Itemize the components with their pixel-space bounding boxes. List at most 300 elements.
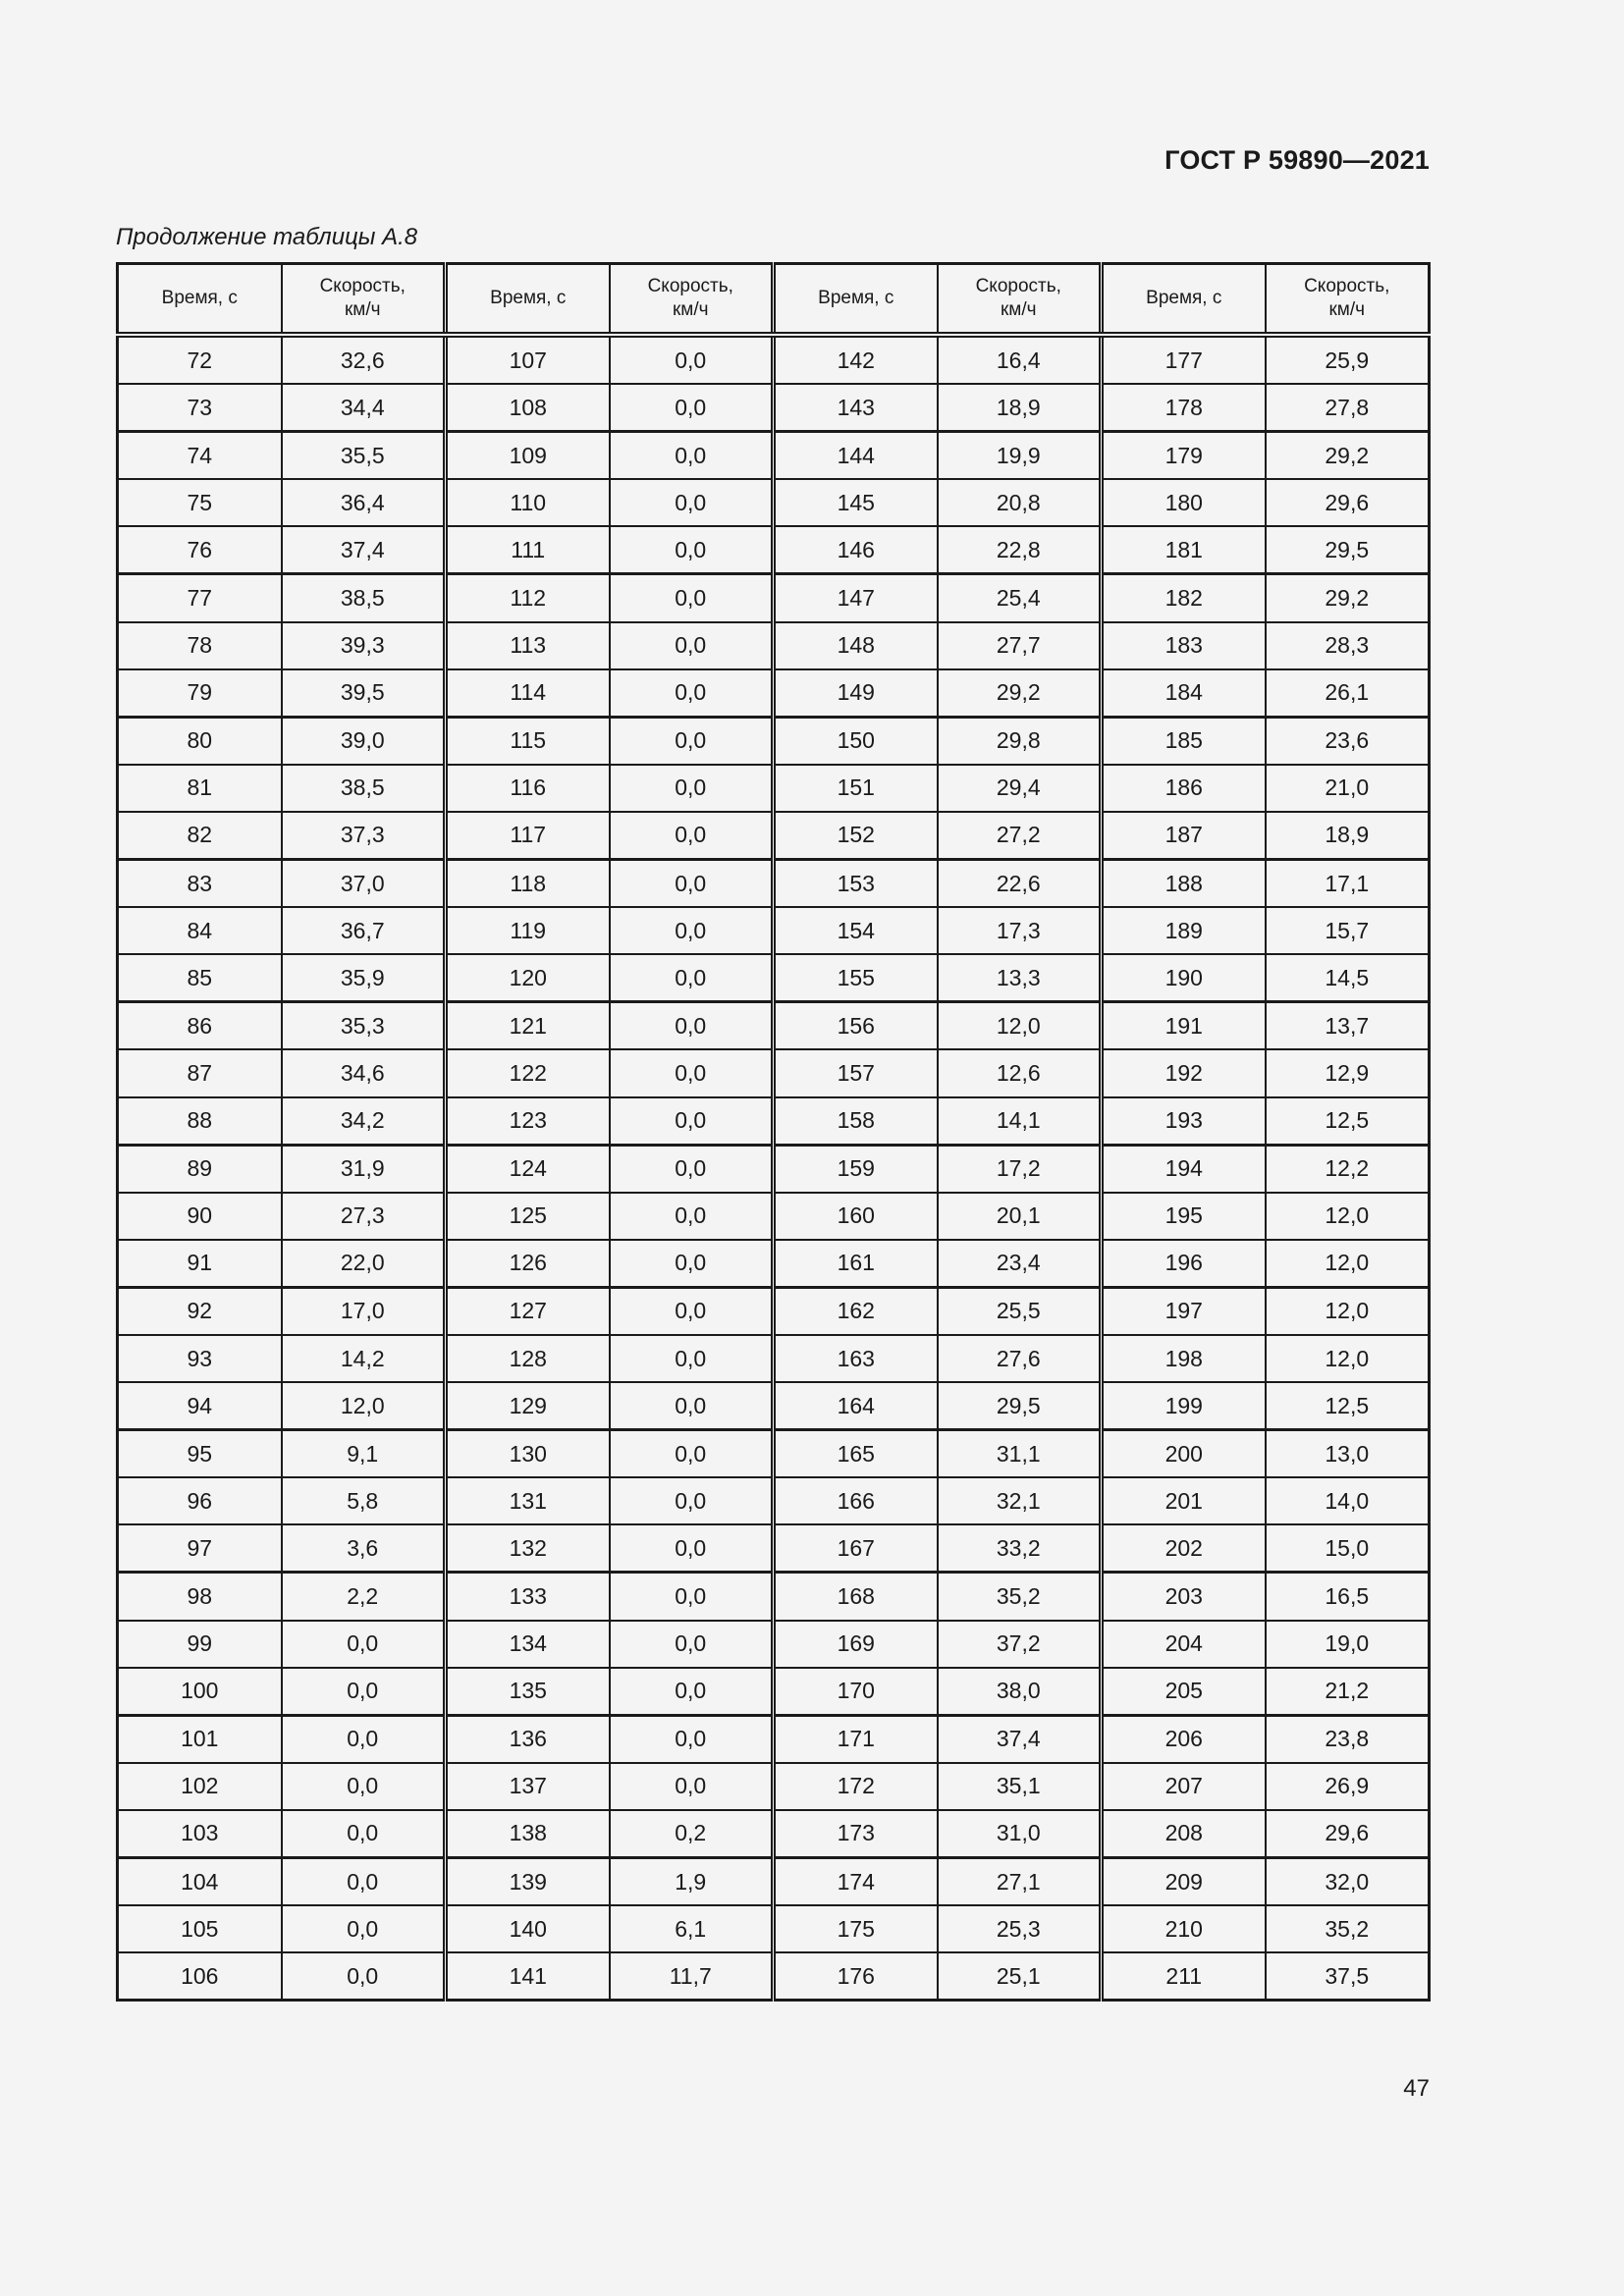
time-cell: 196 <box>1102 1240 1266 1288</box>
table-row <box>118 622 1430 669</box>
speed-cell: 19,9 <box>938 432 1102 480</box>
speed-cell: 0,0 <box>610 1382 774 1430</box>
time-cell: 184 <box>1102 669 1266 718</box>
speed-cell: 34,6 <box>282 1049 446 1096</box>
table-row <box>118 1810 1430 1858</box>
speed-cell: 12,0 <box>282 1382 446 1430</box>
time-cell: 166 <box>774 1477 938 1524</box>
speed-cell: 27,2 <box>938 812 1102 860</box>
speed-cell: 25,4 <box>938 574 1102 622</box>
time-cell: 173 <box>774 1810 938 1858</box>
standard-code-header: ГОСТ Р 59890—2021 <box>1164 145 1430 175</box>
time-cell: 78 <box>118 622 282 669</box>
speed-cell: 37,4 <box>282 526 446 574</box>
speed-cell: 12,2 <box>1266 1145 1430 1193</box>
speed-cell: 0,0 <box>610 1763 774 1810</box>
speed-cell: 26,9 <box>1266 1763 1430 1810</box>
speed-cell: 0,0 <box>610 1002 774 1050</box>
speed-cell: 0,0 <box>610 622 774 669</box>
speed-cell: 0,0 <box>610 1240 774 1288</box>
time-cell: 108 <box>446 384 610 432</box>
speed-cell: 35,1 <box>938 1763 1102 1810</box>
speed-cell: 35,2 <box>938 1573 1102 1621</box>
speed-cell: 0,0 <box>610 1430 774 1478</box>
time-cell: 74 <box>118 432 282 480</box>
column-header-time: Время, с <box>118 264 282 336</box>
time-cell: 156 <box>774 1002 938 1050</box>
speed-cell: 29,2 <box>1266 432 1430 480</box>
table-row <box>118 1952 1430 2001</box>
speed-cell: 0,0 <box>610 1715 774 1763</box>
table-row <box>118 432 1430 480</box>
speed-cell: 25,1 <box>938 1952 1102 2001</box>
speed-cell: 0,0 <box>610 335 774 384</box>
speed-cell: 34,4 <box>282 384 446 432</box>
speed-cell: 13,7 <box>1266 1002 1430 1050</box>
speed-cell: 0,0 <box>282 1905 446 1952</box>
time-cell: 116 <box>446 765 610 812</box>
speed-cell: 25,9 <box>1266 335 1430 384</box>
speed-cell: 31,1 <box>938 1430 1102 1478</box>
speed-cell: 13,3 <box>938 954 1102 1002</box>
speed-cell: 12,0 <box>1266 1193 1430 1240</box>
time-cell: 203 <box>1102 1573 1266 1621</box>
time-cell: 174 <box>774 1858 938 1906</box>
speed-cell: 38,5 <box>282 574 446 622</box>
speed-cell: 25,5 <box>938 1287 1102 1335</box>
time-cell: 141 <box>446 1952 610 2001</box>
table-row <box>118 384 1430 432</box>
time-cell: 183 <box>1102 622 1266 669</box>
speed-cell: 20,8 <box>938 479 1102 526</box>
time-cell: 170 <box>774 1668 938 1716</box>
time-cell: 161 <box>774 1240 938 1288</box>
time-cell: 120 <box>446 954 610 1002</box>
table-row <box>118 526 1430 574</box>
time-cell: 115 <box>446 717 610 765</box>
speed-cell: 0,0 <box>610 574 774 622</box>
time-cell: 204 <box>1102 1621 1266 1668</box>
time-cell: 97 <box>118 1524 282 1573</box>
time-cell: 107 <box>446 335 610 384</box>
time-cell: 103 <box>118 1810 282 1858</box>
speed-cell: 38,5 <box>282 765 446 812</box>
table-row <box>118 717 1430 765</box>
speed-cell: 0,0 <box>282 1621 446 1668</box>
speed-cell: 23,4 <box>938 1240 1102 1288</box>
page-number: 47 <box>1403 2075 1430 2102</box>
speed-cell: 14,2 <box>282 1335 446 1382</box>
speed-cell: 39,5 <box>282 669 446 718</box>
table-row <box>118 1763 1430 1810</box>
time-cell: 88 <box>118 1097 282 1146</box>
speed-cell: 3,6 <box>282 1524 446 1573</box>
speed-cell: 17,0 <box>282 1287 446 1335</box>
speed-cell: 0,0 <box>610 1573 774 1621</box>
time-cell: 111 <box>446 526 610 574</box>
speed-cell: 0,0 <box>610 860 774 908</box>
table-row <box>118 1858 1430 1906</box>
speed-header-unit: км/ч <box>1328 299 1366 320</box>
time-cell: 187 <box>1102 812 1266 860</box>
speed-cell: 37,3 <box>282 812 446 860</box>
time-cell: 90 <box>118 1193 282 1240</box>
time-cell: 145 <box>774 479 938 526</box>
time-cell: 75 <box>118 479 282 526</box>
speed-cell: 0,0 <box>610 526 774 574</box>
time-cell: 117 <box>446 812 610 860</box>
time-cell: 101 <box>118 1715 282 1763</box>
speed-cell: 18,9 <box>1266 812 1430 860</box>
time-cell: 100 <box>118 1668 282 1716</box>
speed-cell: 32,6 <box>282 335 446 384</box>
time-cell: 113 <box>446 622 610 669</box>
time-cell: 79 <box>118 669 282 718</box>
table-row <box>118 1240 1430 1288</box>
time-cell: 202 <box>1102 1524 1266 1573</box>
speed-cell: 12,5 <box>1266 1097 1430 1146</box>
speed-cell: 27,3 <box>282 1193 446 1240</box>
speed-cell: 37,5 <box>1266 1952 1430 2001</box>
time-cell: 159 <box>774 1145 938 1193</box>
speed-cell: 15,7 <box>1266 907 1430 954</box>
speed-cell: 39,3 <box>282 622 446 669</box>
speed-cell: 38,0 <box>938 1668 1102 1716</box>
table-row <box>118 1477 1430 1524</box>
speed-cell: 0,0 <box>282 1668 446 1716</box>
speed-cell: 12,0 <box>1266 1335 1430 1382</box>
speed-cell: 34,2 <box>282 1097 446 1146</box>
table-row <box>118 1715 1430 1763</box>
time-cell: 112 <box>446 574 610 622</box>
table-row <box>118 1573 1430 1621</box>
time-cell: 151 <box>774 765 938 812</box>
time-cell: 102 <box>118 1763 282 1810</box>
table-row <box>118 335 1430 384</box>
speed-cell: 21,0 <box>1266 765 1430 812</box>
time-cell: 121 <box>446 1002 610 1050</box>
time-cell: 85 <box>118 954 282 1002</box>
speed-cell: 0,0 <box>610 812 774 860</box>
speed-cell: 0,0 <box>610 1287 774 1335</box>
table-row <box>118 860 1430 908</box>
speed-header-line1: Скорость, <box>319 276 406 296</box>
time-cell: 91 <box>118 1240 282 1288</box>
time-cell: 198 <box>1102 1335 1266 1382</box>
time-cell: 87 <box>118 1049 282 1096</box>
speed-cell: 12,0 <box>1266 1287 1430 1335</box>
table-row <box>118 765 1430 812</box>
time-cell: 181 <box>1102 526 1266 574</box>
time-cell: 148 <box>774 622 938 669</box>
speed-cell: 0,0 <box>282 1763 446 1810</box>
speed-cell: 29,5 <box>938 1382 1102 1430</box>
time-cell: 158 <box>774 1097 938 1146</box>
time-cell: 146 <box>774 526 938 574</box>
speed-cell: 27,1 <box>938 1858 1102 1906</box>
speed-header-unit: км/ч <box>672 299 709 320</box>
speed-cell: 29,6 <box>1266 1810 1430 1858</box>
speed-cell: 35,2 <box>1266 1905 1430 1952</box>
time-cell: 93 <box>118 1335 282 1382</box>
time-cell: 127 <box>446 1287 610 1335</box>
speed-cell: 0,0 <box>610 1193 774 1240</box>
speed-cell: 0,0 <box>610 1621 774 1668</box>
speed-cell: 16,4 <box>938 335 1102 384</box>
time-cell: 149 <box>774 669 938 718</box>
speed-cell: 12,5 <box>1266 1382 1430 1430</box>
speed-cell: 0,0 <box>610 1049 774 1096</box>
table-row <box>118 479 1430 526</box>
time-cell: 84 <box>118 907 282 954</box>
speed-cell: 26,1 <box>1266 669 1430 718</box>
speed-cell: 0,0 <box>610 384 774 432</box>
speed-cell: 33,2 <box>938 1524 1102 1573</box>
time-cell: 195 <box>1102 1193 1266 1240</box>
time-cell: 135 <box>446 1668 610 1716</box>
time-cell: 125 <box>446 1193 610 1240</box>
time-cell: 144 <box>774 432 938 480</box>
speed-cell: 12,0 <box>938 1002 1102 1050</box>
table-row <box>118 1668 1430 1716</box>
time-cell: 96 <box>118 1477 282 1524</box>
speed-cell: 22,8 <box>938 526 1102 574</box>
speed-cell: 0,0 <box>610 1668 774 1716</box>
column-header-speed <box>938 264 1102 336</box>
speed-cell: 0,0 <box>282 1810 446 1858</box>
speed-cell: 36,7 <box>282 907 446 954</box>
time-cell: 124 <box>446 1145 610 1193</box>
time-cell: 150 <box>774 717 938 765</box>
speed-cell: 12,9 <box>1266 1049 1430 1096</box>
speed-cell: 29,2 <box>938 669 1102 718</box>
time-cell: 106 <box>118 1952 282 2001</box>
table-row <box>118 1049 1430 1096</box>
speed-cell: 19,0 <box>1266 1621 1430 1668</box>
time-cell: 140 <box>446 1905 610 1952</box>
time-cell: 122 <box>446 1049 610 1096</box>
time-cell: 201 <box>1102 1477 1266 1524</box>
time-cell: 167 <box>774 1524 938 1573</box>
time-cell: 186 <box>1102 765 1266 812</box>
speed-cell: 23,6 <box>1266 717 1430 765</box>
time-cell: 189 <box>1102 907 1266 954</box>
speed-header-line1: Скорость, <box>1304 276 1390 296</box>
speed-cell: 0,0 <box>610 669 774 718</box>
time-cell: 153 <box>774 860 938 908</box>
time-cell: 134 <box>446 1621 610 1668</box>
speed-cell: 20,1 <box>938 1193 1102 1240</box>
speed-cell: 22,0 <box>282 1240 446 1288</box>
speed-cell: 27,6 <box>938 1335 1102 1382</box>
table-row <box>118 1335 1430 1382</box>
time-cell: 208 <box>1102 1810 1266 1858</box>
speed-cell: 29,6 <box>1266 479 1430 526</box>
time-cell: 157 <box>774 1049 938 1096</box>
time-cell: 200 <box>1102 1430 1266 1478</box>
time-cell: 129 <box>446 1382 610 1430</box>
time-cell: 163 <box>774 1335 938 1382</box>
speed-cell: 17,3 <box>938 907 1102 954</box>
speed-cell: 12,0 <box>1266 1240 1430 1288</box>
speed-cell: 27,7 <box>938 622 1102 669</box>
time-cell: 188 <box>1102 860 1266 908</box>
time-cell: 132 <box>446 1524 610 1573</box>
time-cell: 86 <box>118 1002 282 1050</box>
time-cell: 155 <box>774 954 938 1002</box>
speed-cell: 0,0 <box>610 1335 774 1382</box>
time-cell: 185 <box>1102 717 1266 765</box>
speed-cell: 27,8 <box>1266 384 1430 432</box>
time-cell: 143 <box>774 384 938 432</box>
speed-cell: 0,0 <box>610 1524 774 1573</box>
time-cell: 73 <box>118 384 282 432</box>
speed-cell: 12,6 <box>938 1049 1102 1096</box>
speed-time-table-container <box>116 262 1431 2002</box>
speed-cell: 0,0 <box>610 1097 774 1146</box>
table-header-row <box>118 264 1430 336</box>
time-cell: 211 <box>1102 1952 1266 2001</box>
speed-cell: 22,6 <box>938 860 1102 908</box>
speed-time-table <box>116 262 1431 2002</box>
table-row <box>118 1002 1430 1050</box>
column-header-speed <box>610 264 774 336</box>
time-cell: 114 <box>446 669 610 718</box>
time-cell: 194 <box>1102 1145 1266 1193</box>
speed-header-line1: Скорость, <box>647 276 733 296</box>
speed-cell: 29,5 <box>1266 526 1430 574</box>
time-cell: 110 <box>446 479 610 526</box>
time-cell: 207 <box>1102 1763 1266 1810</box>
table-row <box>118 1524 1430 1573</box>
speed-cell: 0,0 <box>282 1715 446 1763</box>
time-cell: 118 <box>446 860 610 908</box>
time-cell: 80 <box>118 717 282 765</box>
speed-cell: 29,2 <box>1266 574 1430 622</box>
speed-cell: 0,0 <box>610 1145 774 1193</box>
table-caption: Продолжение таблицы А.8 <box>116 224 418 250</box>
column-header-time: Время, с <box>1102 264 1266 336</box>
table-row <box>118 1097 1430 1146</box>
time-cell: 176 <box>774 1952 938 2001</box>
table-body <box>118 335 1430 2001</box>
speed-cell: 32,0 <box>1266 1858 1430 1906</box>
time-cell: 169 <box>774 1621 938 1668</box>
speed-cell: 9,1 <box>282 1430 446 1478</box>
speed-cell: 0,0 <box>610 907 774 954</box>
table-row <box>118 954 1430 1002</box>
speed-cell: 37,0 <box>282 860 446 908</box>
time-cell: 136 <box>446 1715 610 1763</box>
table-row <box>118 669 1430 718</box>
time-cell: 209 <box>1102 1858 1266 1906</box>
speed-cell: 39,0 <box>282 717 446 765</box>
time-cell: 154 <box>774 907 938 954</box>
speed-cell: 0,0 <box>282 1858 446 1906</box>
time-cell: 133 <box>446 1573 610 1621</box>
speed-cell: 37,4 <box>938 1715 1102 1763</box>
time-cell: 190 <box>1102 954 1266 1002</box>
time-cell: 205 <box>1102 1668 1266 1716</box>
speed-cell: 21,2 <box>1266 1668 1430 1716</box>
speed-cell: 17,2 <box>938 1145 1102 1193</box>
time-cell: 89 <box>118 1145 282 1193</box>
time-cell: 177 <box>1102 335 1266 384</box>
time-cell: 199 <box>1102 1382 1266 1430</box>
time-cell: 92 <box>118 1287 282 1335</box>
speed-cell: 29,8 <box>938 717 1102 765</box>
speed-cell: 35,5 <box>282 432 446 480</box>
speed-cell: 2,2 <box>282 1573 446 1621</box>
table-row <box>118 1193 1430 1240</box>
time-cell: 128 <box>446 1335 610 1382</box>
time-cell: 172 <box>774 1763 938 1810</box>
speed-cell: 0,0 <box>610 717 774 765</box>
speed-cell: 5,8 <box>282 1477 446 1524</box>
speed-cell: 36,4 <box>282 479 446 526</box>
time-cell: 76 <box>118 526 282 574</box>
time-cell: 99 <box>118 1621 282 1668</box>
speed-cell: 14,1 <box>938 1097 1102 1146</box>
table-row <box>118 574 1430 622</box>
time-cell: 191 <box>1102 1002 1266 1050</box>
speed-cell: 1,9 <box>610 1858 774 1906</box>
speed-cell: 0,0 <box>610 432 774 480</box>
speed-cell: 31,0 <box>938 1810 1102 1858</box>
column-header-speed <box>282 264 446 336</box>
time-cell: 182 <box>1102 574 1266 622</box>
time-cell: 171 <box>774 1715 938 1763</box>
time-cell: 139 <box>446 1858 610 1906</box>
speed-cell: 18,9 <box>938 384 1102 432</box>
table-row <box>118 1287 1430 1335</box>
time-cell: 193 <box>1102 1097 1266 1146</box>
time-cell: 162 <box>774 1287 938 1335</box>
time-cell: 147 <box>774 574 938 622</box>
speed-header-unit: км/ч <box>1000 299 1037 320</box>
table-row <box>118 812 1430 860</box>
speed-cell: 37,2 <box>938 1621 1102 1668</box>
speed-cell: 0,0 <box>610 765 774 812</box>
speed-cell: 0,0 <box>282 1952 446 2001</box>
table-row <box>118 1145 1430 1193</box>
time-cell: 119 <box>446 907 610 954</box>
time-cell: 83 <box>118 860 282 908</box>
time-cell: 81 <box>118 765 282 812</box>
speed-cell: 0,0 <box>610 954 774 1002</box>
speed-cell: 14,5 <box>1266 954 1430 1002</box>
time-cell: 165 <box>774 1430 938 1478</box>
speed-cell: 17,1 <box>1266 860 1430 908</box>
time-cell: 104 <box>118 1858 282 1906</box>
speed-cell: 28,3 <box>1266 622 1430 669</box>
time-cell: 126 <box>446 1240 610 1288</box>
time-cell: 72 <box>118 335 282 384</box>
time-cell: 109 <box>446 432 610 480</box>
time-cell: 123 <box>446 1097 610 1146</box>
speed-cell: 0,0 <box>610 479 774 526</box>
time-cell: 138 <box>446 1810 610 1858</box>
time-cell: 142 <box>774 335 938 384</box>
column-header-speed <box>1266 264 1430 336</box>
time-cell: 192 <box>1102 1049 1266 1096</box>
time-cell: 160 <box>774 1193 938 1240</box>
time-cell: 164 <box>774 1382 938 1430</box>
time-cell: 130 <box>446 1430 610 1478</box>
time-cell: 197 <box>1102 1287 1266 1335</box>
time-cell: 105 <box>118 1905 282 1952</box>
speed-cell: 25,3 <box>938 1905 1102 1952</box>
